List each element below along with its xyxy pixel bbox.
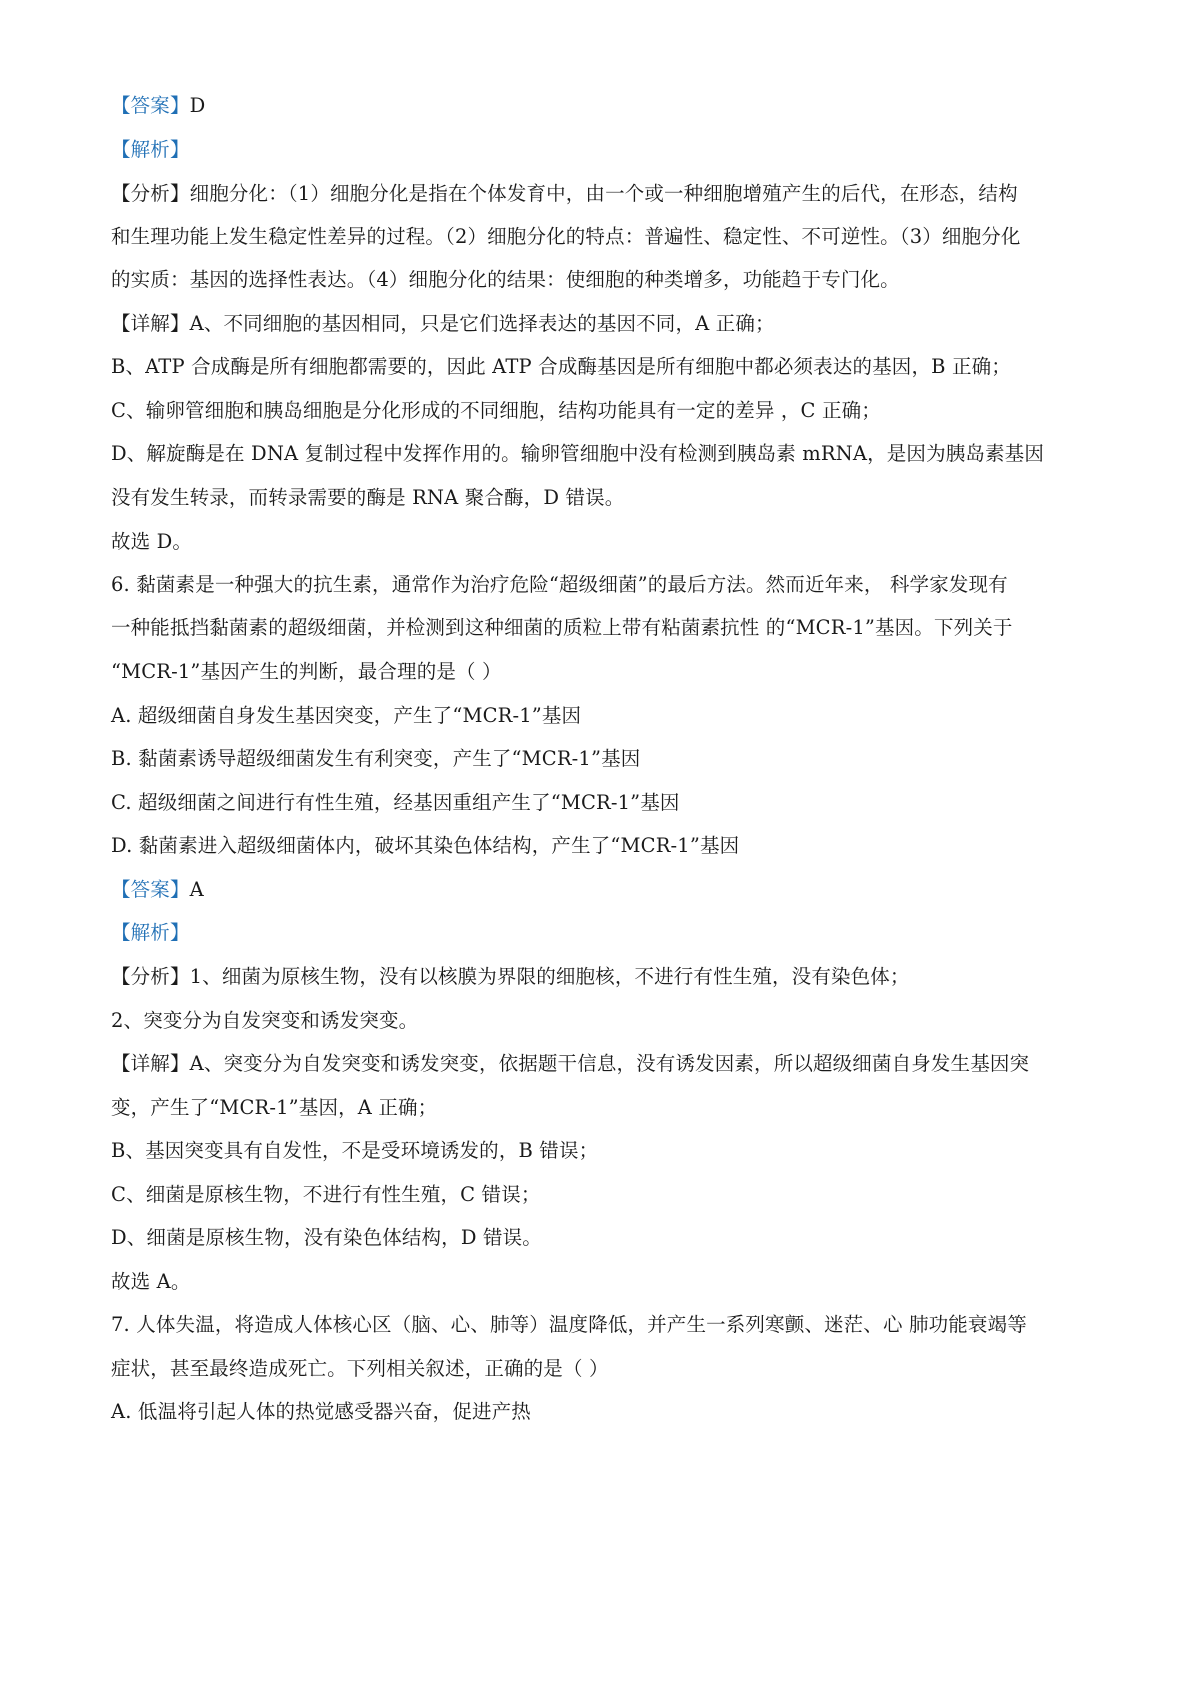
q6-detail-line-3: B、基因突变具有自发性，不是受环境诱发的，B 错误； (111, 1139, 599, 1162)
answer-tag: 【答案】 (111, 94, 190, 117)
q5-answer-line (111, 91, 1101, 121)
detail-tag: 【详解】 (111, 312, 190, 335)
q6-stem-line-3: “MCR-1”基因产生的判断，最合理的是（ ） (111, 660, 502, 683)
analysis-tag: 【分析】 (111, 182, 190, 205)
q7-option-a: A. 低温将引起人体的热觉感受器兴奋，促进产热 (111, 1400, 531, 1423)
q5-conclusion: 故选 D。 (111, 530, 193, 553)
q6-option-c: C. 超级细菌之间进行有性生殖，经基因重组产生了“MCR-1”基因 (111, 791, 680, 814)
q5-detail-line-4: D、解旋酶是在 DNA 复制过程中发挥作用的。输卵管细胞中没有检测到胰岛素 mRNA，是因为胰岛素基因 (111, 442, 1044, 465)
q5-analysis-line-2: 和生理功能上发生稳定性差异的过程。（2）细胞分化的特点：普遍性、稳定性、不可逆性。（3）细胞分化 (111, 225, 1021, 248)
q5-detail-line-5: 没有发生转录，而转录需要的酶是 RNA 聚合酶，D 错误。 (111, 486, 625, 509)
q5-detail-line-2: B、ATP 合成酶是所有细胞都需要的，因此 ATP 合成酶基因是所有细胞中都必须表达的基因，B 正确； (111, 355, 1011, 378)
q6-option-b: B. 黏菌素诱导超级细菌发生有利突变，产生了“MCR-1”基因 (111, 747, 641, 770)
analysis-text: 细胞分化：（1）细胞分化是指在个体发育中，由一个或一种细胞增殖产生的后代，在形态，结构 (189, 182, 1018, 205)
q5-detail-line-1 (111, 309, 1101, 339)
q7-stem-line-1: 7. 人体失温，将造成人体核心区（脑、心、肺等）温度降低，并产生一系列寒颤、迷茫、心 肺功能衰竭等 (111, 1313, 1027, 1336)
q6-detail-line-2: 变，产生了“MCR-1”基因，A 正确； (111, 1096, 438, 1119)
q6-conclusion: 故选 A。 (111, 1270, 191, 1293)
q6-analysis-line-2: 2、突变分为自发突变和诱发突变。 (111, 1009, 419, 1032)
detail-tag: 【详解】 (111, 1052, 190, 1075)
analysis-text: 1、细菌为原核生物，没有以核膜为界限的细胞核，不进行有性生殖，没有染色体； (189, 965, 910, 988)
q5-jiexi-line (111, 135, 1101, 165)
jiexi-tag: 【解析】 (111, 921, 190, 944)
q6-jiexi-line (111, 918, 1101, 948)
q6-option-d: D. 黏菌素进入超级细菌体内，破坏其染色体结构，产生了“MCR-1”基因 (111, 834, 740, 857)
q6-detail-line-5: D、细菌是原核生物，没有染色体结构，D 错误。 (111, 1226, 542, 1249)
q6-answer-line (111, 875, 1101, 905)
answer-value: D (189, 94, 206, 117)
q6-stem-line-2: 一种能抵挡黏菌素的超级细菌，并检测到这种细菌的质粒上带有粘菌素抗性 的“MCR-1”基因。下列关于 (111, 616, 1013, 639)
jiexi-tag: 【解析】 (111, 138, 190, 161)
q7-stem-line-2: 症状，甚至最终造成死亡。下列相关叙述，正确的是（ ） (111, 1357, 609, 1380)
q6-detail-line-4: C、细菌是原核生物，不进行有性生殖，C 错误； (111, 1183, 541, 1206)
q6-analysis-line-1 (111, 962, 1101, 992)
detail-text: A、不同细胞的基因相同，只是它们选择表达的基因不同，A 正确； (189, 312, 775, 335)
q6-option-a: A. 超级细菌自身发生基因突变，产生了“MCR-1”基因 (111, 704, 582, 727)
q5-detail-line-3: C、输卵管细胞和胰岛细胞是分化形成的不同细胞，结构功能具有一定的差异 ，C 正确； (111, 399, 881, 422)
detail-text: A、突变分为自发突变和诱发突变，依据题干信息，没有诱发因素，所以超级细菌自身发生基因突 (189, 1052, 1030, 1075)
q6-detail-line-1 (111, 1049, 1101, 1079)
q5-analysis-line-3: 的实质：基因的选择性表达。（4）细胞分化的结果：使细胞的种类增多，功能趋于专门化。 (111, 268, 900, 291)
q5-analysis-line-1 (111, 179, 1101, 209)
answer-value: A (189, 878, 204, 901)
answer-tag: 【答案】 (111, 878, 190, 901)
q6-stem-line-1: 6. 黏菌素是一种强大的抗生素，通常作为治疗危险“超级细菌”的最后方法。然而近年来， 科学家发现有 (111, 573, 1008, 596)
analysis-tag: 【分析】 (111, 965, 190, 988)
